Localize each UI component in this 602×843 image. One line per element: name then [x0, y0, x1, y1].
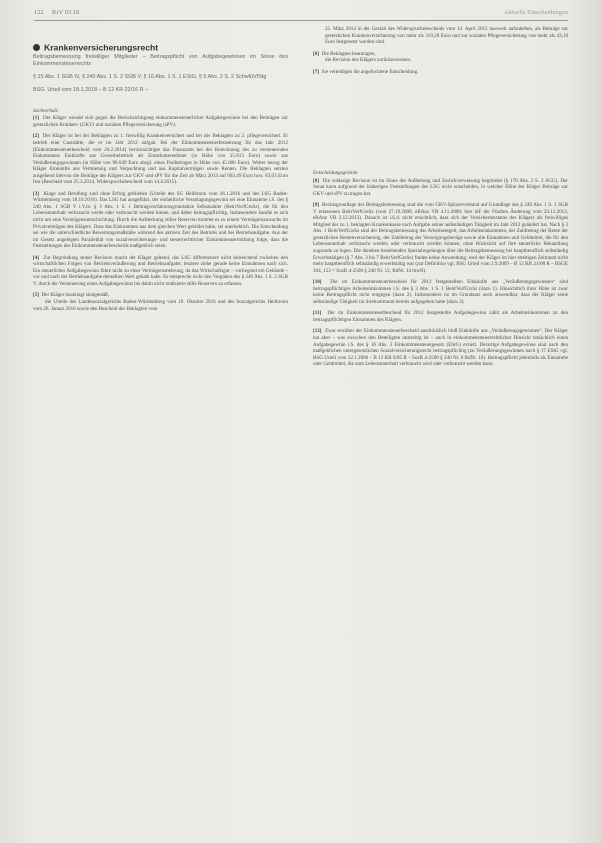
section-title [33, 44, 288, 51]
paragraph-11: [11] Der im Einkommensteuerbescheid für 2012 festgestellte Aufgabegewinn zählt als Arbeitseinkommen zu den beitragspflichtigen Einnahmen des Klägers. [313, 310, 568, 323]
section-subtitle: Beitragsbemessung freiwilliger Mitglieder – Beitragspflicht von Aufgabegewinnen im Sinne des Einkommensteuerrechts [33, 54, 288, 68]
paragraph-8: [8] Die zulässige Revision ist im Sinne der Aufhebung und Zurückverweisung begründet (§ 170 Abs. 2 S. 2 SGG). Der Senat kann aufgrund der bisherigen Feststellungen des LSG nicht entscheiden, in welcher Höhe der Kläger Beiträge zur GKV und sPV zu tragen hat. [313, 177, 568, 197]
paragraph-2: [2] Der Kläger ist bei der Beklagten zu 1. freiwillig Krankenversichert und bei der Beklagten zu 2. pflegeversichert. Er betrieb eine Gaststätte, die er im Jahr 2012 aufgab. Bei der Einkommensteuerfestsetzung für das Jahr 2012 (Einkommensteuerbescheid vom 26.2.2014) berücksichtigte das Finanzamt bei der Berechnung des zu versteuernden Einkommens Einkünfte aus Gewerbebetrieb als Einzelunternehmer (in Höhe von 35.813 Euro) sowie aus Veräußerungsgewinnen (in Höhe von 98.049 Euro abzgl. eines Freibetrages in Höhe von 45.000 Euro). Weiter bezog der Kläger Einkünfte aus Vermietung und Verpachtung und aus Kapitalvermögen sowie Renten. Die Beklagten setzten ausgehend hiervon die Beiträge des Klägers zur GKV und sPV für die Zeit ab März 2013 auf 602,49 Euro bzw. 83,03 Euro fest (Bescheid vom 25.3.2014, Widerspruchsbescheid vom 14.4.2015). [33, 133, 288, 186]
page-header [34, 7, 568, 21]
page-number: 122 [34, 9, 44, 16]
paragraph-6: [6] Die Beklagten beantragen, die Revision des Klägers zurückzuweisen. [313, 50, 412, 64]
paragraph-5: [5] Der Kläger beantragt sinngemäß, die Urteile des Landessozialgerichts Baden-Württemberg vom 18. Oktober 2016 und des Sozialgerichts Heilbronn vom 26. Januar 2016 sowie den Bescheid der Beklagten vom [33, 292, 288, 312]
paragraph-12: [12] Zwar erwähnt der Einkommensteuerbescheid ausdrücklich bloß Einkünfte aus „Veräußerungsgewinnen“. Der Kläger hat aber – was zwischen den Beteiligten unstreitig ist – auch in einkommensteuerrechtlicher Hinsicht tatsächlich einen Aufgabegewinn i.S. des § 16 Abs. 3 Einkommensteuergesetz (EStG) erzielt. Derartige Aufgabegewinne sind nach den maßgeblichen untergesetzlichen Sozialversicherungsrecht beitragspflichtig (zu Veräußerungsgewinnen nach § 17 EStG vgl. BSG Urteil vom 22.1.2006 – B 12 KR 8/05 R – SozR 4-2500 § 240 Nr. 6 RdNr. 18). Beitragspflicht jedenfalls als Einnahme oder Geldmittel, die zum Lebensunterhalt verbraucht wird oder verbraucht werden kann. [313, 328, 568, 368]
request-continuation: 25. März 2014 in der Gestalt des Widerspruchsbescheids vom 14. April 2015 insoweit aufzuheben, als Beiträge zur gesetzlichen Krankenversicherung von mehr als 319,28 Euro und zur sozialen Pflegeversicherung von mehr als 43,18 Euro festgesetzt worden sind. [325, 26, 568, 46]
paragraph-9: [9] Rechtsgrundlage der Beitragsbemessung sind die vom GKV-Spitzenverband auf Grundlage des § 240 Abs. 1 S. 1 SGB V erlassenen BeitrVerfGrsSz (vom 27.10.2008, eBAnz VB 4.11.2008; hier idF der Fünften Änderung vom 23.11.2013, eBAnz VB 2.12.2013). Danach ist i.S.d. nicht ersichtlich, dass sich der Versichertenstatus des Klägers als freiwilliges Mitglied der zu 1. beklagten Krankenkasse nach Aufgabe seiner selbständigen Tätigkeit im Jahr 2012 geändert hat. Nach § 3 Abs. 1 BeitrVerfGrsSz sind der Beitragsbemessung das Arbeitsentgelt, das Arbeitseinkommen, der Zahlbetrag der Rente der gesetzlichen Rentenversicherung, der Zahlbetrag der Versorgungsbezüge sowie alle Einnahmen und Geldmittel, die für den Lebensunterhalt verbraucht werden oder verbraucht werden können, ohne Rücksicht auf ihre steuerliche Behandlung zugrunde zu legen. Die daneben bestehenden Spezialregelungen über die Beitragsbemessung bei hauptberuflich selbständig Erwerbstätigen (§ 7 Abs. 3 bis 7 BeitrVerfGrsSz) finden keine Anwendung, weil der Kläger im hier streitigen Zeitraum nicht mehr hauptberuflich selbständig erwerbstätig war (zur Definition vgl. BSG Urteil vom 2.9.2009 – B 12 KR 21/08 R – BSGE 104, 153 = SozR 4-2500 § 240 Nr. 12, RdNr. 14 mwN). [313, 202, 568, 274]
section-title-text: Krankenversicherungsrecht [44, 42, 159, 53]
paragraph-1: [1] Der Kläger wendet sich gegen die Berücksichtigung einkommensteuerlicher Aufgabegewinne bei den Beiträgen zur gesetzlichen Kranken- (GKV) und sozialen Pflegeversicherung (sPV). [33, 115, 288, 128]
paragraph-7: [7] Sie verteidigen die angefochtene Entscheidung. [313, 68, 419, 75]
journal-ref: KrV 03.18 [52, 9, 80, 16]
right-column-top [313, 26, 568, 80]
right-column [313, 170, 568, 373]
paragraph-10: [10] Die im Einkommensteuerbescheid für 2012 festgestellten Einkünfte aus „Veräußerungsgewinnen“ sind beitragspflichtiges Arbeitseinkommen i.S. des § 3 Abs. 1 S. 1 BeitrVerfGrsSz (dazu 1). Hinsichtlich ihrer Höhe ist zwar keine Beitragspflicht nicht entgegen (dazu 2). Insbesondere ist im Grundsatz auch anwendbar, dass der Kläger seine selbständige Tätigkeit im Streitzeitraum bereits aufgegeben hatte (dazu 3). [313, 279, 568, 305]
paragraph-3: [3] Klage und Berufung sind ohne Erfolg geblieben (Urteile des SG Heilbronn vom 26.1.2016 und des LSG Baden-Württemberg vom 18.10.2016). Das LSG hat ausgeführt, der einheitliche Veranlagungsgewinn sei eine Einnahme i.S. des § 240 Abs. 1 SGB V i.V.m. § 3 Abs. 1 S. 1 Beitragsverfahrensgrundsätze Selbstzahler (BeitrVerfGrsSz), die für den Lebensunterhalt verbraucht werde oder verbraucht werden könne, und daher beitragspflichtig. Insbesondere handle es sich nicht um eine Vermögensumschichtung. Durch die Aufdeckung stiller Reserven komme es zu einem Vermögenszuwachs im Privatvermögen des Klägers. Dass das Einkommen aus dem gleichen Wert gebildet habe, sei unerheblich. Die Entscheidung sei wie die unterschiedliche Bewertungsmaßstäbe während des aktiven Zeit des Betriebs und bei Betriebsaufgabe. Aus der im Gesetz angelegten Parallelität von sozialversicherungs- und steuerrechtlicher Einkommensermittlung folge, dass die Feststellungen des Einkommensteuerbescheids maßgeblich seien. [33, 190, 288, 250]
header-rule [34, 20, 568, 21]
facts-label: Sachverhalt: [33, 107, 59, 114]
norms-list: § 15 Abs. 1 SGB IV, § 240 Abs. 1 S. 2 SGB V, § 16 Abs. 1 S. 1 EStG, § 5 Abs. 2 S. 2 SchwfüVfStg [33, 74, 267, 81]
left-column [33, 44, 288, 317]
header-category: Aktuelle Entscheidungen [503, 9, 568, 16]
reasons-label: Entscheidungsgründe: [313, 170, 359, 176]
paragraph-4: [4] Zur Begründung seiner Revision macht der Kläger geltend, das LSG differenziere nicht hinreichend zwischen den wirtschaftlichen Folgen von Betriebsveräußerung und Betriebsaufgabe; letztere ziehe gerade keine Einnahmen nach sich. Ein steuerlicher Aufgabegewinn führe nicht zu einer Vermögensmehrung, da das Wirtschaftsgut – vorliegend ein Gebäude – vor und nach der Betriebsaufgabe denselben Wert gehabt habe. Es entspreche nicht den Vorgaben des § 240 Abs. 1 S. 2 SGB V, durch die Versteuerung eines Aufgabegewinns bis dahin nicht realisierte stille Reserven zu erfassen. [33, 254, 289, 287]
ruling-citation: BSG, Urteil vom 18.1.2018 – B 12 KR 22/16 R – [33, 87, 149, 94]
bullet-icon [33, 44, 40, 51]
